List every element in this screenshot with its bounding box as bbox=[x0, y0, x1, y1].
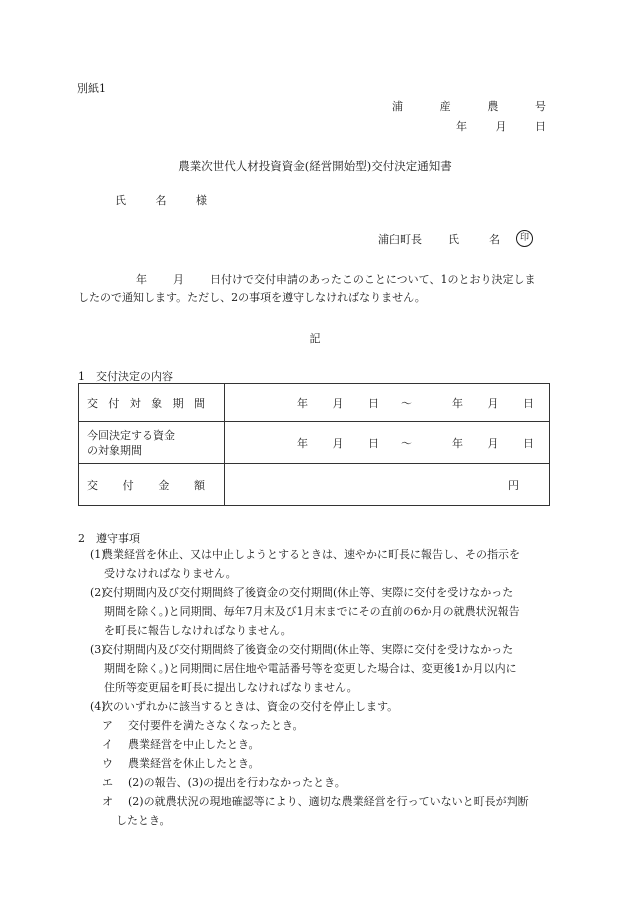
amount-cell: 円 bbox=[225, 464, 550, 506]
intro-line2: したので通知します。ただし、2の事項を遵守しなければなりません。 bbox=[78, 291, 426, 304]
issuer-code-char: 浦 bbox=[392, 100, 403, 113]
intro-paragraph bbox=[78, 271, 552, 307]
sender bbox=[378, 230, 533, 247]
table-row bbox=[79, 384, 550, 422]
recipient bbox=[115, 192, 207, 208]
document-number bbox=[392, 98, 546, 114]
sender-title: 浦臼町長 bbox=[378, 232, 422, 246]
recipient-honorific: 様 bbox=[196, 194, 207, 207]
document-title: 農業次世代人材投資資金(経営開始型)交付決定通知書 bbox=[178, 159, 452, 173]
row-label: 今回決定する資金 の対象期間 bbox=[79, 422, 225, 464]
section1-heading: 1 交付決定の内容 bbox=[78, 370, 173, 383]
row-label bbox=[79, 464, 225, 506]
amount-label: 交 付 金 額 bbox=[87, 478, 205, 492]
sub-item: ア 交付要件を満たさなくなったとき。 bbox=[102, 719, 304, 732]
intro-line1: 日付けで交付申請のあったこのことについて、1のとおり決定しま bbox=[210, 273, 536, 286]
recipient-char: 名 bbox=[155, 194, 167, 207]
table-row bbox=[79, 464, 550, 506]
sheet-label: 別紙1 bbox=[77, 82, 106, 95]
issuer-code-char: 農 bbox=[487, 100, 499, 113]
period-label: 交 付 対 象 期 間 bbox=[87, 396, 205, 410]
list-item: (4)次のいずれかに該当するときは、資金の交付を停止します。 bbox=[90, 700, 399, 713]
sub-item: エ (2)の報告、(3)の提出を行わなかったとき。 bbox=[102, 776, 346, 789]
list-item: (2)交付期間内及び交付期間終了後資金の交付期間(休止等、実際に交付を受けなかった 期間を除く。)と同期間、毎年7月末及び1月末までにその直前の6か月の就農状況報告 を町長に報告しなければなりません。 bbox=[90, 586, 520, 637]
ki-heading: 記 bbox=[309, 332, 321, 345]
intro-year: 年 bbox=[136, 273, 147, 286]
issuer-code-char: 産 bbox=[439, 100, 451, 113]
date-month: 月 bbox=[495, 120, 507, 133]
issue-date bbox=[456, 118, 546, 134]
sender-name-char: 名 bbox=[489, 232, 500, 246]
date-range-cell: 年 月 日 ～ 年 月 日 bbox=[225, 384, 550, 422]
sender-name bbox=[448, 231, 500, 247]
sub-item: オ (2)の就農状況の現地確認等により、適切な農業経営を行っていないと町長が判断 したとき。 bbox=[102, 795, 529, 827]
recipient-char: 氏 bbox=[115, 194, 126, 207]
intro-month: 月 bbox=[173, 273, 184, 286]
row-label bbox=[79, 384, 225, 422]
date-range-cell: 年 月 日 ～ 年 月 日 bbox=[225, 422, 550, 464]
issuer-code-char: 号 bbox=[534, 100, 546, 113]
list-item: (3)交付期間内及び交付期間終了後資金の交付期間(休止等、実際に交付を受けなかった 期間を除く。)と同期間に居住地や電話番号等を変更した場合は、変更後1か月以内に 住所等変更届を町長に提出しなければなりません。 bbox=[90, 643, 517, 694]
grant-decision-table bbox=[78, 383, 550, 506]
sub-item: ウ 農業経営を休止したとき。 bbox=[102, 757, 260, 770]
date-day: 日 bbox=[535, 120, 546, 133]
seal-mark: 印 bbox=[516, 230, 533, 247]
list-item: (1)農業経営を休止、又は中止しようとするときは、速やかに町長に報告し、その指示を 受けなければなりません。 bbox=[90, 548, 520, 580]
section2-heading: 2 遵守事項 bbox=[78, 532, 140, 545]
table-row bbox=[79, 422, 550, 464]
date-year: 年 bbox=[456, 120, 467, 133]
sender-name-char: 氏 bbox=[448, 232, 459, 246]
sub-item: イ 農業経営を中止したとき。 bbox=[102, 738, 260, 751]
